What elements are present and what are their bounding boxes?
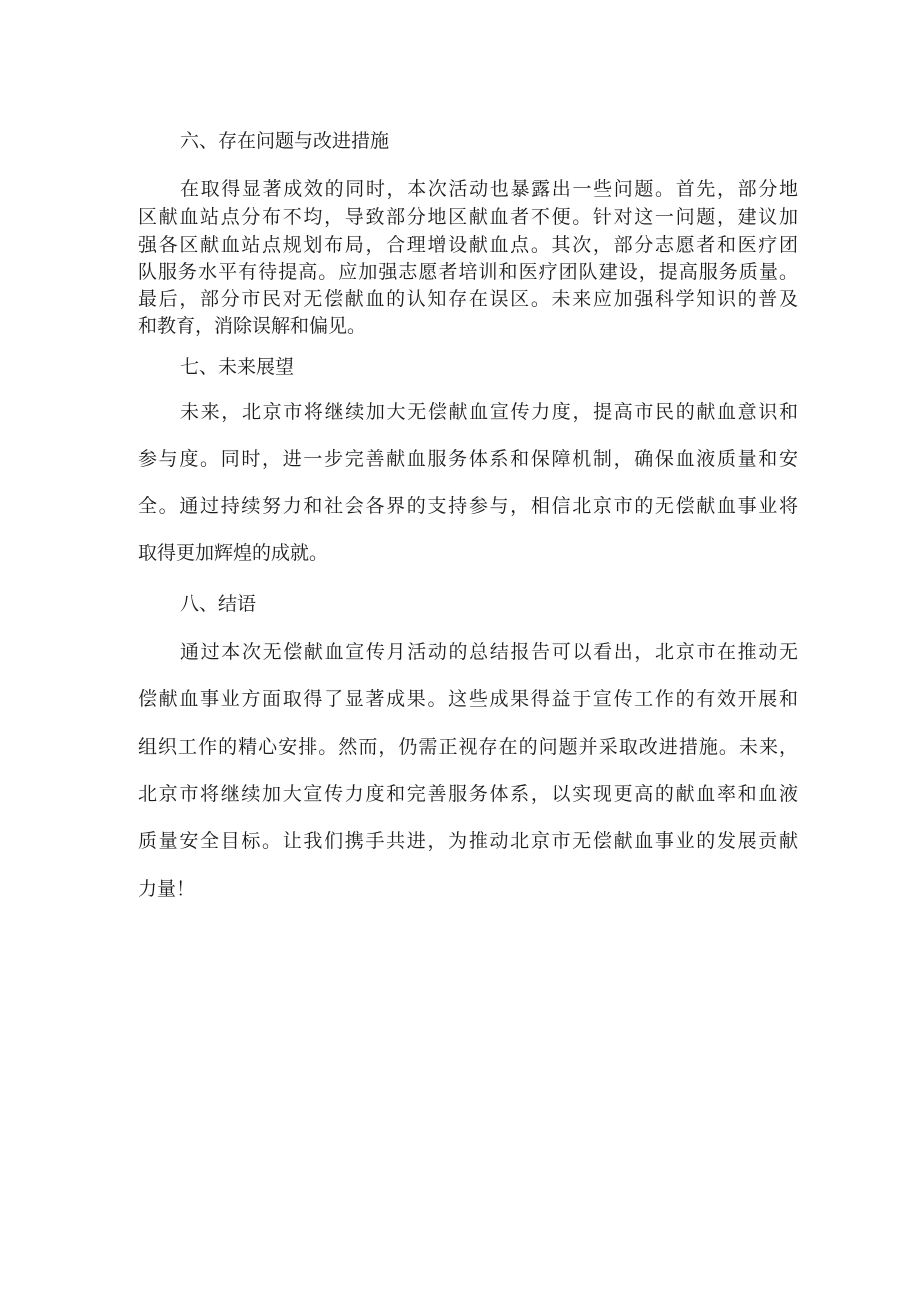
- paragraph-line: 强各区献血站点规划布局，合理增设献血点。其次，部分志愿者和医疗团: [138, 234, 798, 256]
- section-heading-conclusion: 八、结语: [180, 593, 257, 615]
- paragraph-line: 组织工作的精心安排。然而，仍需正视存在的问题并采取改进措施。未来，: [138, 736, 798, 758]
- paragraph-line: 质量安全目标。让我们携手共进，为推动北京市无偿献血事业的发展贡献: [138, 830, 798, 852]
- paragraph-line: 和教育，消除误解和偏见。: [138, 315, 367, 337]
- paragraph-line: 北京市将继续加大宣传力度和完善服务体系，以实现更高的献血率和血液: [138, 783, 798, 805]
- paragraph-line: 全。通过持续努力和社会各界的支持参与，相信北京市的无偿献血事业将: [138, 495, 798, 517]
- paragraph-line: 通过本次无偿献血宣传月活动的总结报告可以看出，北京市在推动无: [180, 641, 798, 663]
- paragraph-line: 区献血站点分布不均，导致部分地区献血者不便。针对这一问题，建议加: [138, 206, 798, 228]
- paragraph-line: 队服务水平有待提高。应加强志愿者培训和医疗团队建设，提高服务质量。: [138, 261, 798, 283]
- paragraph-line: 力量！: [138, 878, 196, 900]
- paragraph-line: 偿献血事业方面取得了显著成果。这些成果得益于宣传工作的有效开展和: [138, 688, 798, 710]
- section-heading-outlook: 七、未来展望: [180, 356, 295, 378]
- section-heading-problems: 六、存在问题与改进措施: [180, 130, 390, 152]
- paragraph-line: 在取得显著成效的同时，本次活动也暴露出一些问题。首先，部分地: [180, 178, 798, 200]
- paragraph-line: 未来，北京市将继续加大无偿献血宣传力度，提高市民的献血意识和: [180, 401, 798, 423]
- paragraph-line: 参与度。同时，进一步完善献血服务体系和保障机制，确保血液质量和安: [138, 448, 798, 470]
- paragraph-line: 最后，部分市民对无偿献血的认知存在误区。未来应加强科学知识的普及: [138, 288, 798, 310]
- paragraph-line: 取得更加辉煌的成就。: [138, 542, 329, 564]
